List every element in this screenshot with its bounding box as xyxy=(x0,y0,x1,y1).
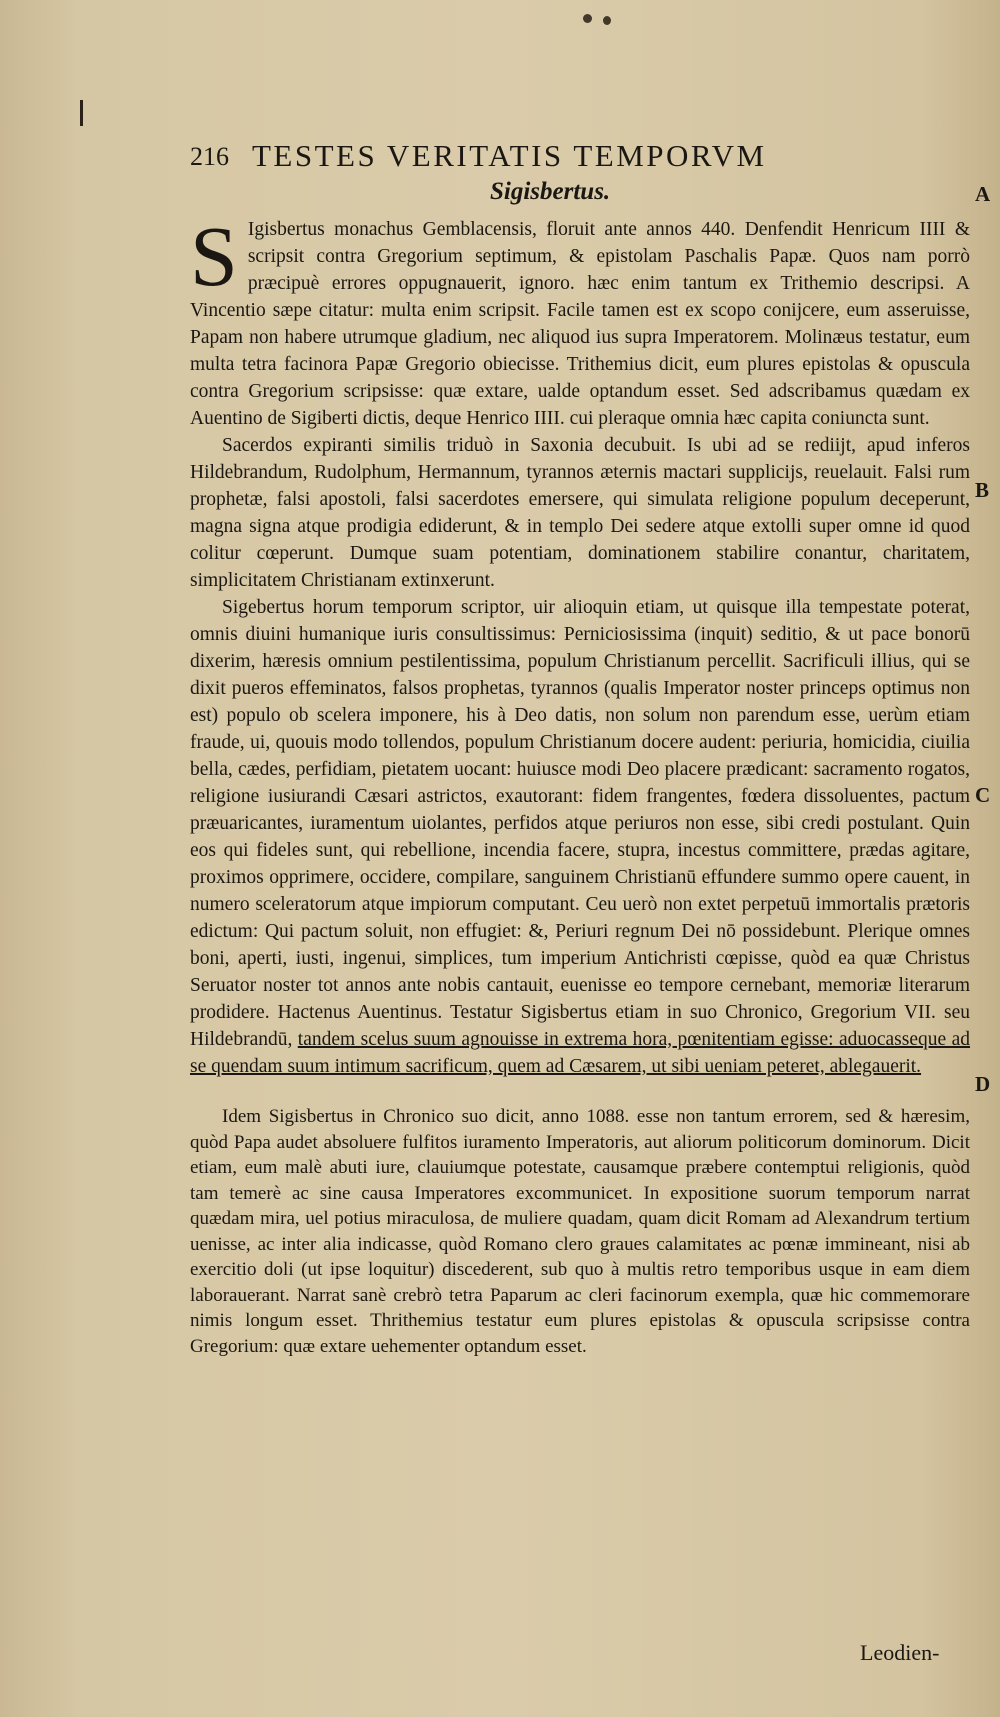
paragraph-text: Idem Sigisbertus in Chronico suo dicit, anno 1088. esse non tantum errorem, sed & hæresim, quòd Papa audet absoluere fulfitos iuramento Imperatoris, aut aliorum politicorum dominorum. Dicit etiam, eum malè abuti iure, clauiumque potestate, causamque præbere contemptui religionis, quòd tam temerè ac sine causa Imperatores excommunicet. In expositione suorum temporum narrat quædam mira, uel potius miraculosa, de muliere quadam, quam dicit Romam ad Alexandrum tertium uenisse, ac inter alia indicasse, quòd Romano clero graues calamitates ac pœnæ immineant, nisi ab exercitio doli (ut ipse loquitur) discederent, sub quo à multis retro temporibus usque in eam diem laborauerant. Narrat sanè crebrò tetra Paparum ac cleri facinorum exempla, quæ hic commemorare nimis longum esset. Thrithemius testatur eum plures epistolas & opuscula scripsisse contra Gregorium: quæ extare uehementer optandum esset. xyxy=(190,1106,970,1357)
page-header xyxy=(190,138,920,178)
drop-cap: S xyxy=(190,208,238,304)
margin-letter-b: B xyxy=(975,478,990,502)
margin-letter-c: C xyxy=(975,783,991,807)
paragraph xyxy=(190,208,970,432)
ink-spot xyxy=(583,14,592,23)
paragraph xyxy=(190,432,970,594)
main-text xyxy=(190,208,971,1080)
running-title: TESTES VERITATIS TEMPORVM xyxy=(252,138,767,173)
page-number: 216 xyxy=(190,142,229,171)
paragraph xyxy=(190,1104,970,1359)
paragraph xyxy=(190,594,970,1080)
margin-mark xyxy=(80,100,83,126)
paragraph-text: Sigebertus horum temporum scriptor, uir alioquin etiam, ut quisque illa tempestate poterat, omnis diuini humanique iuris consultissimus: Perniciosissima (inquit) seditio, & ut pace bonorū dixerim, hæresis omnium pestilentissima, populum Christianum percellit. Sacrificuli illius, qui se dixit pueros effeminatos, falsos prophetas, tyrannos (qualis Imperator noster princeps optimus non est) populo ob scelera imponere, his à Deo datis, non solum non parendum esse, uerùm etiam fraude, ui, quouis modo tollendos, populum Christianum docere audent: periuria, homicidia, ciuilia bella, cædes, perfidiam, pietatem uocant: huiusce modi Deo placere prædicant: sacramento rogatos, religione iusiurandi Cæsari astrictos, exautorant: fidem frangentes, fœdera dissoluentes, pactum præuaricantes, iuramentum uiolantes, perfidos atque periuros non esse, sibi credi postulant. Quin eos qui fideles sunt, qui rebellione, incendia facere, stupra, incestus committere, prædas agitare, proximos opprimere, occidere, compilare, sanguinem Christianū effundere summo opere cauent, in numero sceleratorum atque impiorum computant. Ceu uerò non extet perpetuū immortalis prætoris edictum: Qui pactum soluit, non effugiet: &, Periuri regnum Dei nō possidebunt. Plerique omnes boni, aperti, iusti, ingenui, simplices, tum imperium Antichristi cœpisse, quòd ea quæ Christus Seruator noster tot annos ante nobis cantauit, euenisse eo tempore cernebant, memoriæ literarum prodidere. Hactenus Auentinus. Testatur Sigisbertus etiam in suo Chronico, Gregorium VII. seu Hildebrandū, xyxy=(190,597,970,1050)
main-text-continued xyxy=(190,1104,970,1359)
margin-letter-a: A xyxy=(975,182,991,206)
margin-letter-d: D xyxy=(975,1072,991,1096)
section-title: Sigisbertus. xyxy=(490,178,611,205)
paragraph-text: Sacerdos expiranti similis triduò in Saxonia decubuit. Is ubi ad se rediijt, apud inferos Hildebrandum, Rudolphum, Hermannum, tyrannos æternis mactari supplicijs, reuelauit. Falsi rum prophetæ, falsi apostoli, falsi sacerdotes emersere, qui simulata religione populum deceperunt, magna signa atque prodigia ediderunt, & in templo Dei sedere atque extolli super omne id quod colitur cœperunt. Dumque suam potentiam, dominationem stabilire conantur, charitatem, simplicitatem Christianam extinxerunt. xyxy=(190,435,970,591)
ink-spot xyxy=(603,16,611,25)
paragraph-text: Igisbertus monachus Gemblacensis, floruit ante annos 440. Denfendit Henricum IIII & scripsit contra Gregorium septimum, & epistolam Paschalis Papæ. Quos nam porrò præcipuè errores oppugnauerit, ignoro. hæc enim tantum ex Trithemio descripsi. A Vincentio sæpe citatur: multa enim scripsit. Facile tamen est ex scopo conijcere, eum asseruisse, Papam non habere utrumque gladium, nec aliquod ius supra Imperatorem. Molinæus testatur, eum multa tetra facinora Papæ Gregorio obiecisse. Trithemius dicit, eum plures epistolas & opuscula contra Gregorium scripsisse: quæ extare, ualde optandum esset. Sed adscribamus quædam ex Auentino de Sigiberti dictis, deque Henrico IIII. cui pleraque omnia hæc capita coniuncta sunt. xyxy=(190,219,970,429)
catchword: Leodien- xyxy=(860,1640,940,1665)
underlined-passage: tandem scelus suum agnouisse in extrema hora, pœnitentiam egisse: aduocasseque ad se quendam suum intimum sacrificum, quem ad Cæsarem, ut sibi ueniam peteret, ablegauerit. xyxy=(190,1029,971,1077)
